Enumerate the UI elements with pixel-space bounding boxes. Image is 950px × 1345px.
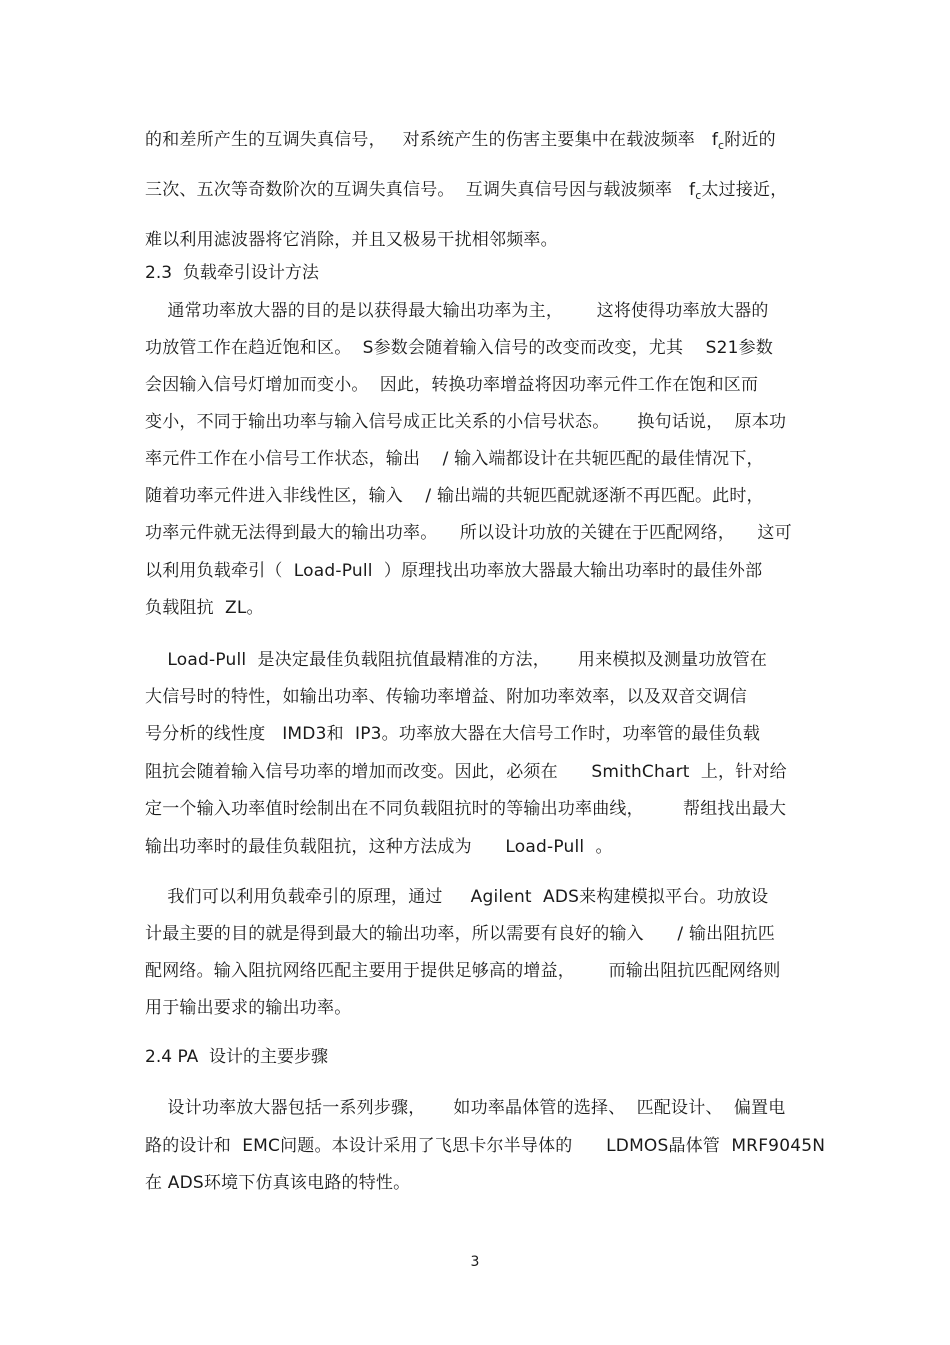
body-line: 以利用负载牵引（ Load-Pull ）原理找出功率放大器最大输出功率时的最佳外部 xyxy=(145,561,763,581)
body-line: 的和差所产生的互调失真信号， 对系统产生的伤害主要集中在载波频率 $f_c$附近的 xyxy=(145,130,776,152)
body-line: 我们可以利用负载牵引的原理，通过 Agilent ADS来构建模拟平台。功放设 xyxy=(145,887,769,907)
body-line: 设计功率放大器包括一系列步骤， 如功率晶体管的选择、 匹配设计、 偏置电 xyxy=(145,1098,786,1118)
body-line: 难以利用滤波器将它消除，并且又极易干扰相邻频率。 xyxy=(145,230,558,250)
body-line: 号分析的线性度 IMD3和 IP3。功率放大器在大信号工作时，功率管的最佳负载 xyxy=(145,724,761,744)
body-line: 功率元件就无法得到最大的输出功率。 所以设计功放的关键在于匹配网络， 这可 xyxy=(145,523,792,543)
section-heading: 2.3 负载牵引设计方法 xyxy=(145,263,319,283)
body-line: 路的设计和 EMC问题。本设计采用了飞思卡尔半导体的 LDMOS晶体管 MRF9045N xyxy=(145,1136,826,1156)
body-line: 率元件工作在小信号工作状态，输出 / 输入端都设计在共轭匹配的最佳情况下， xyxy=(145,449,764,469)
body-line: 负载阻抗 ZL。 xyxy=(145,598,264,618)
body-line: 大信号时的特性，如输出功率、传输功率增益、附加功率效率，以及双音交调信 xyxy=(145,687,747,707)
body-line: 通常功率放大器的目的是以获得最大输出功率为主， 这将使得功率放大器的 xyxy=(145,301,769,321)
body-line: Load-Pull 是决定最佳负载阻抗值最精准的方法， 用来模拟及测量功放管在 xyxy=(145,650,768,670)
body-line: 功放管工作在趋近饱和区。 S参数会随着输入信号的改变而改变，尤其 S21参数 xyxy=(145,338,774,358)
body-line: 三次、五次等奇数阶次的互调失真信号。 互调失真信号因与载波频率 $f_c$太过接近， xyxy=(145,180,788,202)
section-heading: 2.4 PA 设计的主要步骤 xyxy=(145,1047,329,1067)
page-number: 3 xyxy=(470,1254,480,1270)
body-line: 输出功率时的最佳负载阻抗，这种方法成为 Load-Pull 。 xyxy=(145,837,613,857)
body-line: 用于输出要求的输出功率。 xyxy=(145,998,352,1018)
body-line: 变小，不同于输出功率与输入信号成正比关系的小信号状态。 换句话说， 原本功 xyxy=(145,412,787,432)
body-line: 会因输入信号灯增加而变小。 因此，转换功率增益将因功率元件工作在饱和区而 xyxy=(145,375,759,395)
body-line: 配网络。输入阻抗网络匹配主要用于提供足够高的增益， 而输出阻抗匹配网络则 xyxy=(145,961,781,981)
body-line: 计最主要的目的就是得到最大的输出功率，所以需要有良好的输入 / 输出阻抗匹 xyxy=(145,924,775,944)
body-line: 在 ADS环境下仿真该电路的特性。 xyxy=(145,1173,411,1193)
body-line: 定一个输入功率值时绘制出在不同负载阻抗时的等输出功率曲线， 帮组找出最大 xyxy=(145,799,787,819)
body-line: 阻抗会随着输入信号功率的增加而改变。因此，必须在 SmithChart 上，针对给 xyxy=(145,762,787,782)
body-line: 随着功率元件进入非线性区，输入 / 输出端的共轭匹配就逐渐不再匹配。此时， xyxy=(145,486,764,506)
